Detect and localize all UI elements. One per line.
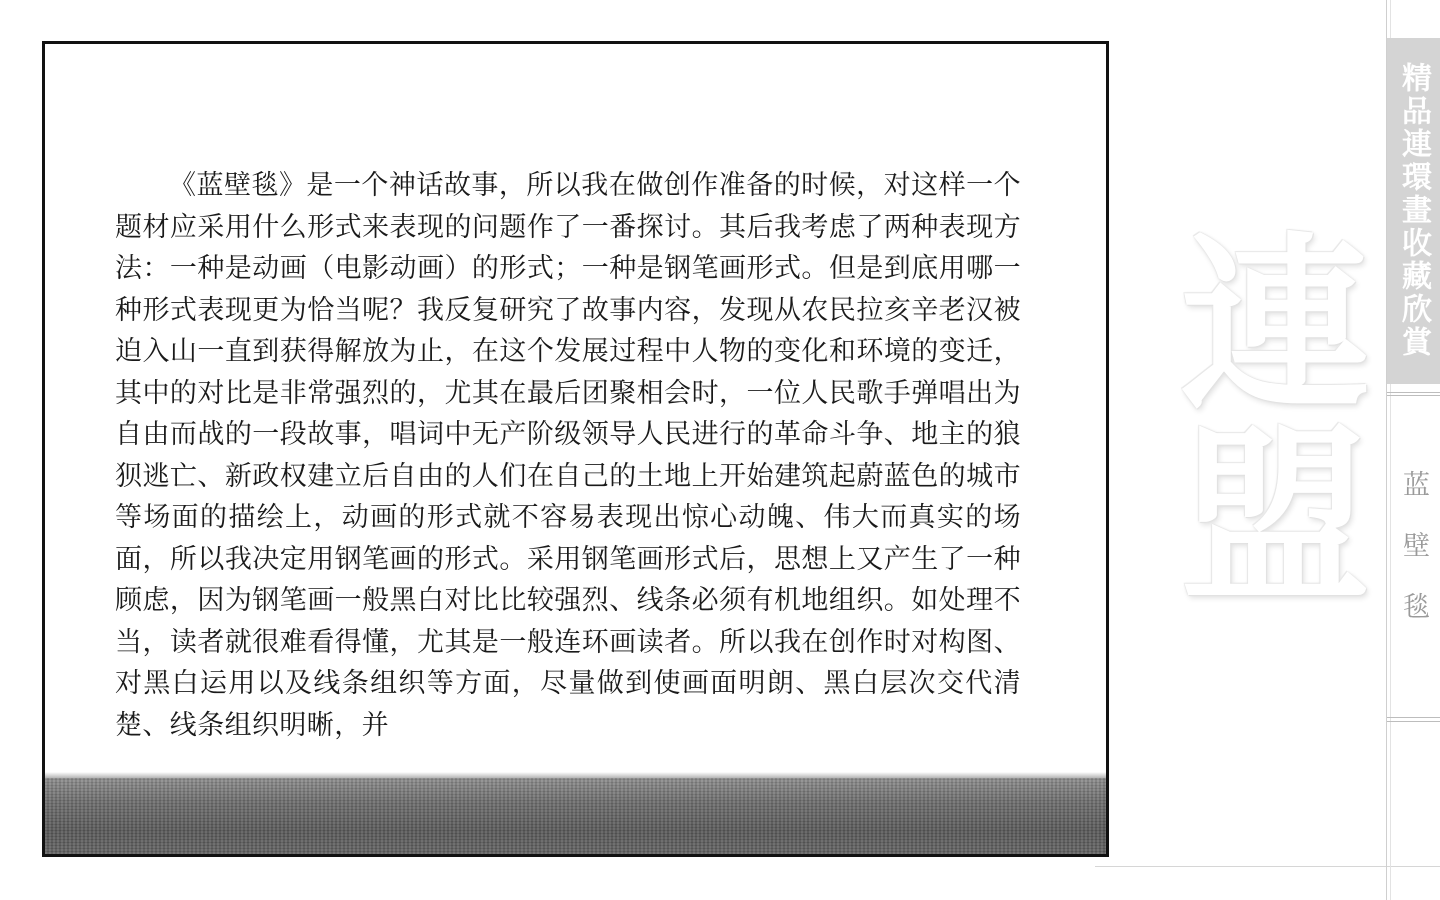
series-title: 精品連環畫收藏欣賞 xyxy=(1396,62,1431,359)
watermark-calligraphy: 連盟 xyxy=(1149,225,1372,605)
page-paragraph: 《蓝壁毯》是一个神话故事，所以我在做创作准备的时候，对这样一个题材应采用什么形式来表现的问题作了一番探讨。其后我考虑了两种表现方法：一种是动画（电影动画）的形式；一种是钢笔画形式。但是到底用哪一种形式表现更为恰当呢？我反复研究了故事内容，发现从农民拉亥辛老汉被迫入山一直到获得解放为止，在这个发展过程中人物的变化和环境的变迁，其中的对比是非常强烈的，尤其在最后团聚相会时，一位人民歌手弹唱出为自由而战的一段故事，唱词中无产阶级领导人民进行的革命斗争、地主的狼狈逃亡、新政权建立后自由的人们在自己的土地上开始建筑起蔚蓝色的城市等场面的描绘上，动画的形式就不容易表现出惊心动魄、伟大而真实的场面，所以我决定用钢笔画的形式。采用钢笔画形式后，思想上又产生了一种顾虑，因为钢笔画一般黑白对比比较强烈、线条必须有机地组织。如处理不当，读者就很难看得懂，尤其是一般连环画读者。所以我在创作时对构图、对黑白运用以及线条组织等方面，尽量做到使画面明朗、黑白层次交代清楚、线条组织明晰，并 xyxy=(115,170,1021,741)
scanned-page xyxy=(42,41,1109,857)
sidebar-divider xyxy=(1387,721,1440,722)
sidebar-divider xyxy=(1387,395,1440,396)
bottom-rule xyxy=(1095,866,1440,867)
scan-gray-band xyxy=(45,778,1106,854)
sidebar-divider xyxy=(1387,392,1440,393)
book-title: 蓝壁毯 xyxy=(1398,470,1429,653)
sidebar-divider xyxy=(1387,717,1440,718)
